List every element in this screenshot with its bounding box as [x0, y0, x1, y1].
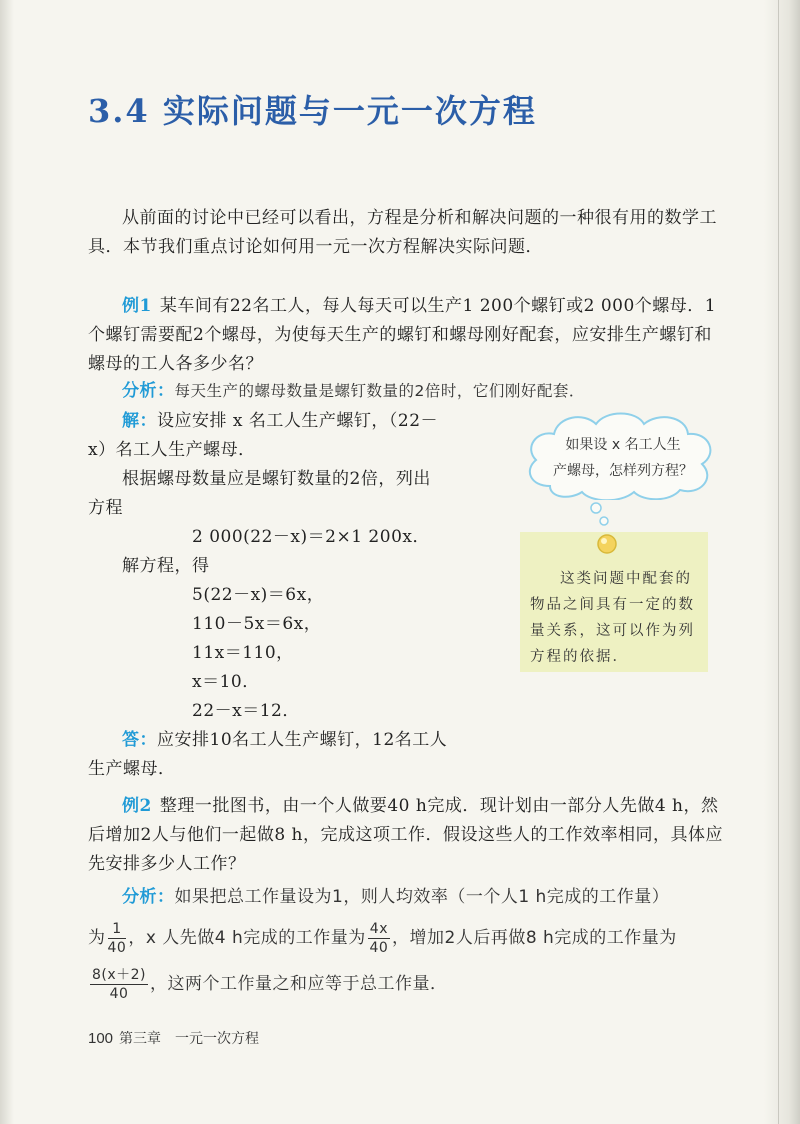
side-note-text: 这类问题中配套的物品之间具有一定的数量关系，这可以作为列方程的依据． — [530, 571, 695, 665]
example2-analysis-p2b: ，x 人先做4 h完成的工作量为 — [128, 928, 366, 948]
example1-analysis — [122, 378, 585, 404]
answer-text-1: 应安排10名工人生产螺钉，12名工人 — [157, 730, 448, 750]
example2-analysis-line-1 — [122, 884, 669, 910]
cloud-note-line-1: 如果设 x 名工人生 — [565, 437, 681, 453]
example1-statement — [88, 292, 728, 379]
fraction-2-numerator: 4x — [369, 920, 388, 937]
equation: 2 000(22－x)＝2×1 200x． — [192, 527, 430, 547]
example2-analysis-label: 分析： — [122, 887, 175, 907]
example2-analysis-line-2 — [88, 918, 677, 958]
fraction-3-denominator: 40 — [109, 985, 129, 1002]
page-footer — [88, 1028, 259, 1048]
cloud-note-line-2: 产螺母，怎样列方程？ — [553, 463, 693, 479]
page-edge-right — [764, 0, 800, 1124]
step-3: 11x＝110， — [192, 643, 294, 663]
solution-line-1 — [122, 408, 438, 434]
fraction-2-denominator: 40 — [369, 939, 389, 956]
example1-analysis-label: 分析： — [122, 381, 175, 401]
solution-label: 解： — [122, 411, 157, 431]
step-5: 22－x＝12． — [192, 701, 300, 721]
example1-label: 例1 — [122, 296, 152, 316]
footer-chapter-title: 一元一次方程 — [175, 1031, 260, 1047]
example1-analysis-text: 每天生产的螺母数量是螺钉数量的2倍时，它们刚好配套． — [174, 382, 585, 400]
solution-line-4: 方程 — [88, 498, 123, 518]
example2-analysis-p1: 如果把总工作量设为1，则人均效率（一个人1 h完成的工作量） — [174, 887, 670, 907]
cloud-note — [538, 432, 708, 484]
solution-text-1: 设应安排 x 名工人生产螺钉，（22－ — [157, 411, 439, 431]
example1-text: 某车间有22名工人，每人每天可以生产1 200个螺钉或2 000个螺母．1个螺钉需要配2个螺母，为使每天生产的螺钉和螺母刚好配套，应安排生产螺钉和螺母的工人各多少名？ — [88, 296, 717, 374]
example2-analysis-p2c: ，增加2人后再做8 h完成的工作量为 — [392, 928, 677, 948]
intro-paragraph — [88, 204, 728, 262]
example2-analysis-p2a: 为 — [88, 928, 106, 948]
page-edge-left — [0, 0, 14, 1124]
example2-label: 例2 — [122, 796, 152, 816]
example2-analysis-line-3 — [88, 964, 448, 1004]
step-4: x＝10． — [192, 672, 260, 692]
solution-line-2: x）名工人生产螺母． — [88, 440, 256, 460]
example2-text: 整理一批图书，由一个人做要40 h完成．现计划由一部分人先做4 h，然后增加2人与他们一起做8 h，完成这项工作．假设这些人的工作效率相同，具体应先安排多少人工作？ — [88, 796, 723, 874]
answer-line-1 — [122, 727, 447, 753]
fraction-4x-over-40 — [368, 920, 390, 957]
step-1: 5(22－x)＝6x， — [192, 585, 325, 605]
step-2: 110－5x＝6x， — [192, 614, 322, 634]
cloud-bubble-tail — [588, 502, 612, 528]
fraction-1-numerator: 1 — [108, 920, 127, 939]
section-title: 3.4 实际问题与一元一次方程 — [88, 92, 537, 130]
footer-chapter: 第三章 — [119, 1031, 162, 1047]
pushpin-icon — [596, 533, 618, 555]
fraction-3-numerator: 8(x＋2) — [92, 966, 147, 983]
example2-statement — [88, 792, 728, 879]
page-number: 100 — [88, 1030, 114, 1047]
intro-text: 从前面的讨论中已经可以看出，方程是分析和解决问题的一种很有用的数学工具．本节我们重点讨论如何用一元一次方程解决实际问题． — [88, 208, 717, 257]
page-fold-line — [778, 0, 779, 1124]
example2-analysis-p3: ，这两个工作量之和应等于总工作量． — [150, 974, 448, 994]
fraction-1-over-40 — [108, 920, 127, 957]
fraction-1-denominator: 40 — [107, 939, 127, 956]
answer-label: 答： — [122, 730, 157, 750]
fraction-8x2-over-40 — [90, 966, 148, 1003]
solve-label: 解方程，得 — [122, 556, 210, 576]
solution-line-3: 根据螺母数量应是螺钉数量的2倍，列出 — [122, 469, 431, 489]
answer-line-2: 生产螺母． — [88, 759, 176, 779]
